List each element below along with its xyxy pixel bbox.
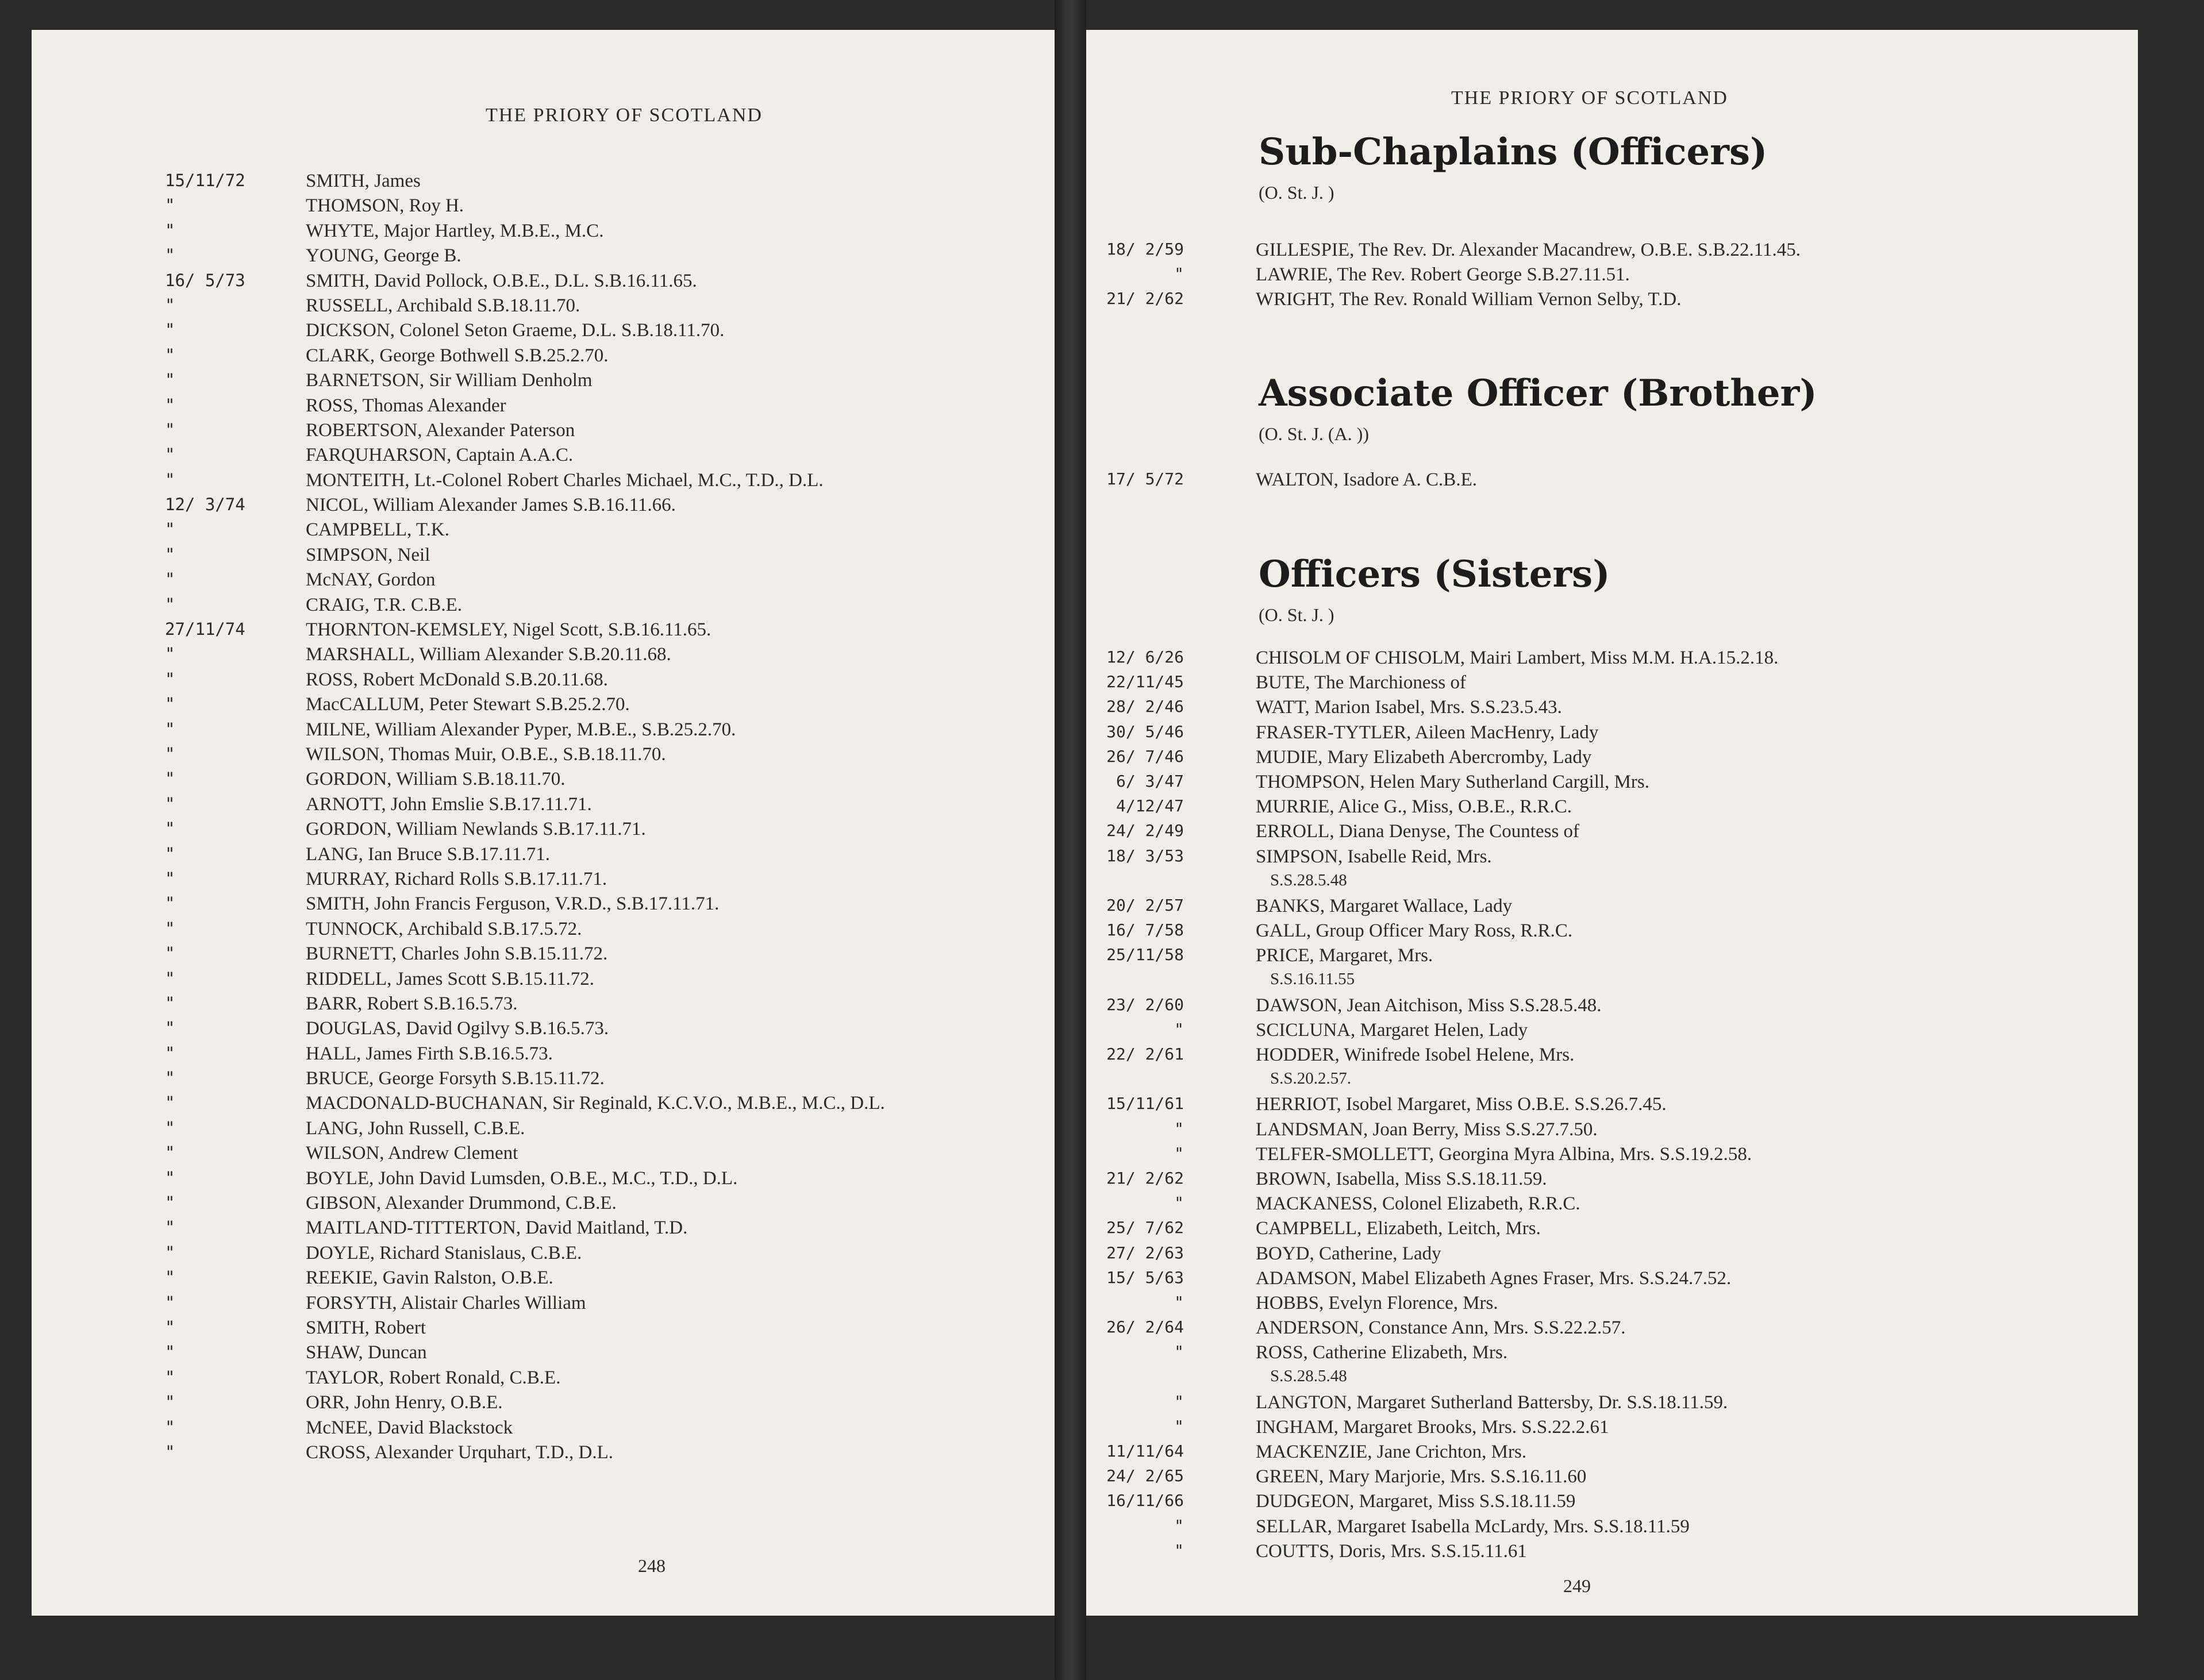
entry-date: " xyxy=(165,370,175,390)
entry-date: " xyxy=(165,469,175,490)
entry-name: INGHAM, Margaret Brooks, Mrs. S.S.22.2.61 xyxy=(1256,1416,1609,1438)
entry-name: LANGTON, Margaret Sutherland Battersby, Dr. S.S.18.11.59. xyxy=(1256,1392,1728,1413)
entry-name: FARQUHARSON, Captain A.A.C. xyxy=(306,445,574,466)
entry-name: FRASER-TYTLER, Aileen MacHenry, Lady xyxy=(1256,722,1599,743)
entry-name: SMITH, John Francis Ferguson, V.R.D., S.B.17.11.71. xyxy=(306,893,720,915)
entry-name: McNEE, David Blackstock xyxy=(306,1417,513,1438)
entry-name: HOBBS, Evelyn Florence, Mrs. xyxy=(1256,1292,1498,1313)
entry-date: " xyxy=(165,1242,175,1262)
entry-date: 21/ 2/62 xyxy=(1106,289,1184,309)
entry-name: BOYD, Catherine, Lady xyxy=(1256,1243,1441,1264)
entry-date: " xyxy=(165,644,175,664)
entry-name: TUNNOCK, Archibald S.B.17.5.72. xyxy=(306,918,582,939)
entry-date: " xyxy=(165,843,175,864)
entry-name: THORNTON-KEMSLEY, Nigel Scott, S.B.16.11.65. xyxy=(306,619,711,641)
entry-name: MILNE, William Alexander Pyper, M.B.E., S.B.25.2.70. xyxy=(306,719,736,740)
entry-name: SMITH, James xyxy=(306,171,421,191)
entry-name: BURNETT, Charles John S.B.15.11.72. xyxy=(306,943,608,965)
entry-name: ROSS, Thomas Alexander xyxy=(306,395,506,416)
entry-date: 12/ 3/74 xyxy=(165,495,245,515)
running-head: THE PRIORY OF SCOTLAND xyxy=(486,105,763,126)
entry-date: " xyxy=(165,1292,175,1312)
right-page xyxy=(1086,30,2138,1616)
entry-name: GILLESPIE, The Rev. Dr. Alexander Macandrew, O.B.E. S.B.22.11.45. xyxy=(1256,240,1801,260)
entry-date: " xyxy=(1174,264,1184,284)
entry-date: 25/11/58 xyxy=(1106,945,1184,965)
entry-date: " xyxy=(165,1267,175,1288)
section-heading-associate-officer: Associate Officer (Brother) xyxy=(1259,372,1817,415)
entry-name: CLARK, George Bothwell S.B.25.2.70. xyxy=(306,345,609,366)
entry-name: SCICLUNA, Margaret Helen, Lady xyxy=(1256,1019,1528,1041)
entry-name: WALTON, Isadore A. C.B.E. xyxy=(1256,469,1477,490)
entry-date: 22/ 2/61 xyxy=(1106,1045,1184,1064)
entry-date: 22/11/45 xyxy=(1106,672,1184,692)
entry-date: " xyxy=(165,220,175,240)
entry-date: 4/12/47 xyxy=(1116,796,1184,816)
entry-date: " xyxy=(165,968,175,988)
entry-name: BROWN, Isabella, Miss S.S.18.11.59. xyxy=(1256,1168,1547,1189)
entry-name: PRICE, Margaret, Mrs. xyxy=(1256,945,1433,966)
entry-name: McNAY, Gordon xyxy=(306,569,436,591)
entry-date: " xyxy=(165,793,175,814)
entry-date: 23/ 2/60 xyxy=(1106,995,1184,1014)
entry-date: " xyxy=(165,195,175,215)
entry-name: BARR, Robert S.B.16.5.73. xyxy=(306,993,518,1014)
entry-date: 11/11/64 xyxy=(1106,1442,1184,1461)
entry-name: LANG, Ian Bruce S.B.17.11.71. xyxy=(306,843,550,865)
entry-name: THOMSON, Roy H. xyxy=(306,195,464,217)
entry-name: SMITH, David Pollock, O.B.E., D.L. S.B.16.11.65. xyxy=(306,270,697,291)
entry-date: 15/11/72 xyxy=(165,171,245,190)
entry-name: ERROLL, Diana Denyse, The Countess of xyxy=(1256,821,1580,842)
entry-name: S.S.20.2.57. xyxy=(1270,1069,1352,1088)
entry-name: REEKIE, Gavin Ralston, O.B.E. xyxy=(306,1267,553,1289)
section-heading-sub-chaplains: Sub-Chaplains (Officers) xyxy=(1259,130,1768,174)
entry-name: BOYLE, John David Lumsden, O.B.E., M.C., T.D., D.L. xyxy=(306,1167,738,1189)
entry-date: " xyxy=(1174,1019,1184,1039)
entry-date: " xyxy=(165,1043,175,1063)
entry-name: DOUGLAS, David Ogilvy S.B.16.5.73. xyxy=(306,1018,609,1039)
entry-name: WRIGHT, The Rev. Ronald William Vernon Selby, T.D. xyxy=(1256,289,1682,310)
entry-name: GIBSON, Alexander Drummond, C.B.E. xyxy=(306,1193,617,1214)
entry-name: CRAIG, T.R. C.B.E. xyxy=(306,594,462,615)
entry-date: " xyxy=(165,1093,175,1113)
entry-name: GORDON, William S.B.18.11.70. xyxy=(306,769,566,790)
entry-date: 21/ 2/62 xyxy=(1106,1168,1184,1188)
entry-name: LAWRIE, The Rev. Robert George S.B.27.11.51. xyxy=(1256,264,1630,286)
entry-name: FORSYTH, Alistair Charles William xyxy=(306,1292,586,1313)
entry-date: " xyxy=(165,1068,175,1088)
entry-name: LANDSMAN, Joan Berry, Miss S.S.27.7.50. xyxy=(1256,1119,1598,1140)
entry-date: " xyxy=(165,544,175,564)
page-number: 248 xyxy=(638,1555,666,1576)
entry-name: BUTE, The Marchioness of xyxy=(1256,672,1466,693)
entry-name: HERRIOT, Isobel Margaret, Miss O.B.E. S.S.26.7.45. xyxy=(1256,1094,1667,1115)
entry-date: " xyxy=(1174,1342,1184,1362)
entry-name: ORR, John Henry, O.B.E. xyxy=(306,1392,503,1413)
entry-name: DOYLE, Richard Stanislaus, C.B.E. xyxy=(306,1242,582,1263)
entry-name: TAYLOR, Robert Ronald, C.B.E. xyxy=(306,1367,561,1388)
entry-name: RUSSELL, Archibald S.B.18.11.70. xyxy=(306,295,580,316)
entry-date: " xyxy=(165,345,175,365)
entry-date: 16/ 5/73 xyxy=(165,270,245,290)
entry-date: " xyxy=(165,943,175,964)
entry-date: " xyxy=(165,1442,175,1462)
entry-date: 15/11/61 xyxy=(1106,1094,1184,1113)
entry-date: " xyxy=(165,694,175,714)
entry-name: TELFER-SMOLLETT, Georgina Myra Albina, Mrs. S.S.19.2.58. xyxy=(1256,1143,1752,1165)
section-subheading: (O. St. J. ) xyxy=(1259,604,1334,625)
entry-date: 12/ 6/26 xyxy=(1106,648,1184,666)
entry-name: SMITH, Robert xyxy=(306,1317,426,1338)
entry-date: " xyxy=(165,445,175,465)
section-heading-officers-sisters: Officers (Sisters) xyxy=(1259,553,1610,596)
entry-date: 20/ 2/57 xyxy=(1106,895,1184,915)
entry-date: " xyxy=(165,993,175,1013)
entry-date: " xyxy=(165,719,175,739)
entry-date: " xyxy=(165,1193,175,1213)
entry-name: COUTTS, Doris, Mrs. S.S.15.11.61 xyxy=(1256,1540,1527,1562)
entry-name: MUDIE, Mary Elizabeth Abercromby, Lady xyxy=(1256,746,1592,768)
entry-name: MURRAY, Richard Rolls S.B.17.11.71. xyxy=(306,868,607,889)
entry-name: CROSS, Alexander Urquhart, T.D., D.L. xyxy=(306,1442,613,1463)
entry-name: MACDONALD-BUCHANAN, Sir Reginald, K.C.V.O., M.B.E., M.C., D.L. xyxy=(306,1093,885,1114)
entry-name: SELLAR, Margaret Isabella McLardy, Mrs. S.S.18.11.59 xyxy=(1256,1516,1690,1537)
entry-date: " xyxy=(1174,1540,1184,1560)
entry-name: S.S.28.5.48 xyxy=(1270,870,1347,889)
entry-date: " xyxy=(165,743,175,764)
entry-name: ROSS, Robert McDonald S.B.20.11.68. xyxy=(306,669,608,690)
entry-date: " xyxy=(165,1018,175,1038)
left-page xyxy=(32,30,1055,1616)
entry-date: " xyxy=(1174,1193,1184,1213)
entry-date: " xyxy=(1174,1119,1184,1138)
entry-date: " xyxy=(165,1392,175,1412)
entry-name: MONTEITH, Lt.-Colonel Robert Charles Michael, M.C., T.D., D.L. xyxy=(306,469,824,491)
entry-name: GALL, Group Officer Mary Ross, R.R.C. xyxy=(1256,920,1573,942)
entry-date: " xyxy=(165,395,175,415)
entry-name: GORDON, William Newlands S.B.17.11.71. xyxy=(306,819,646,840)
entry-date: 30/ 5/46 xyxy=(1106,722,1184,741)
entry-name: DICKSON, Colonel Seton Graeme, D.L. S.B.18.11.70. xyxy=(306,320,725,341)
entry-name: WILSON, Thomas Muir, O.B.E., S.B.18.11.70. xyxy=(306,743,666,765)
entry-name: YOUNG, George B. xyxy=(306,245,461,267)
entry-name: BARNETSON, Sir William Denholm xyxy=(306,370,593,391)
entry-date: 16/ 7/58 xyxy=(1106,920,1184,940)
entry-name: S.S.28.5.48 xyxy=(1270,1367,1347,1386)
entry-name: BRUCE, George Forsyth S.B.15.11.72. xyxy=(306,1068,605,1089)
entry-name: MacCALLUM, Peter Stewart S.B.25.2.70. xyxy=(306,694,630,715)
page-number: 249 xyxy=(1563,1575,1591,1596)
entry-date: 18/ 3/53 xyxy=(1106,846,1184,865)
entry-date: " xyxy=(1174,1143,1184,1163)
entry-date: 27/ 2/63 xyxy=(1106,1243,1184,1262)
entry-date: " xyxy=(1174,1416,1184,1436)
entry-date: " xyxy=(1174,1292,1184,1312)
entry-name: ROSS, Catherine Elizabeth, Mrs. xyxy=(1256,1342,1508,1363)
entry-date: " xyxy=(165,569,175,589)
entry-date: " xyxy=(165,1317,175,1337)
entry-name: DAWSON, Jean Aitchison, Miss S.S.28.5.48. xyxy=(1256,995,1602,1016)
entry-name: SIMPSON, Isabelle Reid, Mrs. xyxy=(1256,846,1492,867)
entry-date: " xyxy=(165,868,175,888)
entry-name: WILSON, Andrew Clement xyxy=(306,1143,518,1164)
entry-date: " xyxy=(165,769,175,789)
entry-date: 25/ 7/62 xyxy=(1106,1218,1184,1238)
section-subheading: (O. St. J. ) xyxy=(1259,182,1334,203)
entry-date: 16/11/66 xyxy=(1106,1491,1184,1511)
entry-name: DUDGEON, Margaret, Miss S.S.18.11.59 xyxy=(1256,1491,1576,1512)
entry-date: " xyxy=(165,594,175,614)
entry-date: " xyxy=(165,519,175,540)
entry-name: BANKS, Margaret Wallace, Lady xyxy=(1256,895,1513,916)
entry-date: " xyxy=(165,669,175,689)
entry-name: SIMPSON, Neil xyxy=(306,544,430,565)
entry-name: RIDDELL, James Scott S.B.15.11.72. xyxy=(306,968,595,989)
entry-date: " xyxy=(165,1143,175,1163)
entry-name: S.S.16.11.55 xyxy=(1270,970,1355,989)
entry-date: " xyxy=(165,1342,175,1362)
entry-name: MACKENZIE, Jane Crichton, Mrs. xyxy=(1256,1442,1527,1462)
entry-date: 24/ 2/49 xyxy=(1106,821,1184,841)
entry-name: CHISOLM OF CHISOLM, Mairi Lambert, Miss M.M. H.A.15.2.18. xyxy=(1256,648,1779,668)
entry-date: " xyxy=(165,1217,175,1238)
entry-name: MAITLAND-TITTERTON, David Maitland, T.D. xyxy=(306,1217,688,1239)
entry-name: SHAW, Duncan xyxy=(306,1342,427,1363)
entry-name: LANG, John Russell, C.B.E. xyxy=(306,1118,525,1139)
entry-date: " xyxy=(165,918,175,938)
entry-date: " xyxy=(165,245,175,265)
entry-name: ANDERSON, Constance Ann, Mrs. S.S.22.2.57. xyxy=(1256,1317,1626,1339)
entry-date: " xyxy=(165,1118,175,1138)
entry-name: WATT, Marion Isabel, Mrs. S.S.23.5.43. xyxy=(1256,697,1562,718)
entry-date: " xyxy=(165,419,175,440)
entry-name: HALL, James Firth S.B.16.5.73. xyxy=(306,1043,553,1064)
entry-name: THOMPSON, Helen Mary Sutherland Cargill, Mrs. xyxy=(1256,771,1650,792)
entry-name: MURRIE, Alice G., Miss, O.B.E., R.R.C. xyxy=(1256,796,1572,818)
entry-date: " xyxy=(1174,1392,1184,1411)
entry-name: HODDER, Winifrede Isobel Helene, Mrs. xyxy=(1256,1045,1575,1065)
entry-date: " xyxy=(165,1167,175,1188)
entry-date: 24/ 2/65 xyxy=(1106,1466,1184,1486)
entry-date: 15/ 5/63 xyxy=(1106,1267,1184,1287)
entry-date: 6/ 3/47 xyxy=(1116,771,1184,791)
entry-name: MACKANESS, Colonel Elizabeth, R.R.C. xyxy=(1256,1193,1580,1215)
entry-date: " xyxy=(165,295,175,315)
entry-date: " xyxy=(165,320,175,340)
entry-name: WHYTE, Major Hartley, M.B.E., M.C. xyxy=(306,220,604,241)
entry-name: ROBERTSON, Alexander Paterson xyxy=(306,419,575,441)
entry-name: NICOL, William Alexander James S.B.16.11.66. xyxy=(306,495,676,516)
entry-date: " xyxy=(165,1367,175,1387)
entry-name: ADAMSON, Mabel Elizabeth Agnes Fraser, Mrs. S.S.24.7.52. xyxy=(1256,1267,1732,1289)
book-gutter xyxy=(1055,0,1086,1680)
entry-date: 18/ 2/59 xyxy=(1106,240,1184,259)
running-head: THE PRIORY OF SCOTLAND xyxy=(1451,87,1728,109)
entry-date: 17/ 5/72 xyxy=(1106,469,1184,488)
entry-name: MARSHALL, William Alexander S.B.20.11.68. xyxy=(306,644,671,665)
entry-name: CAMPBELL, Elizabeth, Leitch, Mrs. xyxy=(1256,1218,1541,1239)
entry-date: " xyxy=(165,1417,175,1437)
entry-name: GREEN, Mary Marjorie, Mrs. S.S.16.11.60 xyxy=(1256,1466,1587,1488)
entry-date: 28/ 2/46 xyxy=(1106,697,1184,716)
entry-date: 26/ 2/64 xyxy=(1106,1317,1184,1337)
entry-name: ARNOTT, John Emslie S.B.17.11.71. xyxy=(306,793,592,815)
entry-date: " xyxy=(165,893,175,914)
entry-date: " xyxy=(1174,1516,1184,1535)
entry-name: CAMPBELL, T.K. xyxy=(306,519,449,541)
entry-date: 27/11/74 xyxy=(165,619,245,639)
entry-date: 26/ 7/46 xyxy=(1106,746,1184,766)
entry-date: " xyxy=(165,819,175,839)
section-subheading: (O. St. J. (A. )) xyxy=(1259,423,1369,444)
